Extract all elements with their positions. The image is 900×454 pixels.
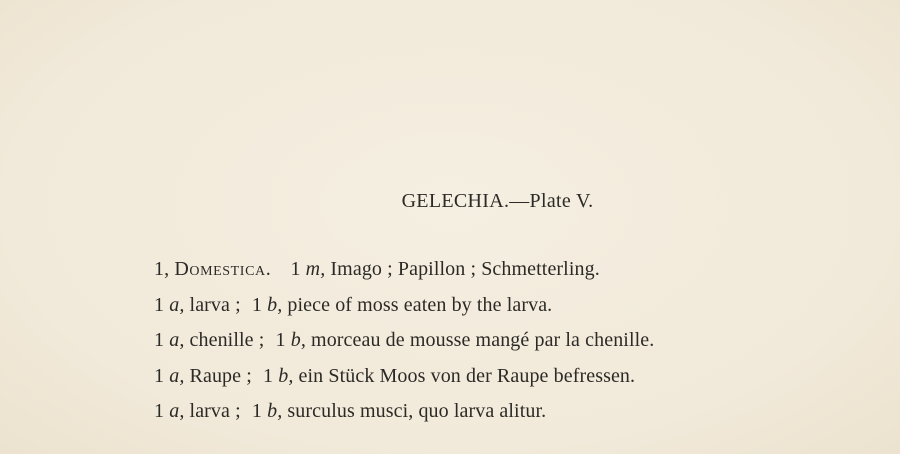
figure-caption: larva ; (189, 293, 241, 316)
figure-letter: a, (169, 329, 185, 351)
figure-caption: morceau de mousse mangé par la chenille. (311, 329, 655, 351)
figure-letter: a, (169, 293, 185, 316)
legend-line-english (154, 288, 874, 324)
figure-letter: a, (169, 400, 185, 422)
figure-number: 1 (154, 293, 165, 316)
figure-number: 1 (251, 400, 262, 422)
figure-caption: chenille ; (189, 329, 265, 351)
figure-letter: m, (305, 258, 326, 280)
figure-caption: Imago ; Papillon ; Schmetterling. (330, 258, 600, 280)
figure-number: 1 (251, 293, 262, 316)
plate-legend (154, 252, 874, 430)
legend-line-latin (154, 394, 874, 430)
figure-number: 1, (154, 258, 170, 280)
legend-line-german (154, 359, 874, 395)
legend-line-french (154, 323, 874, 359)
plate-title: GELECHIA.—Plate V. (401, 190, 594, 212)
figure-caption: larva ; (189, 400, 241, 422)
species-name: Domestica. (174, 258, 272, 280)
figure-caption: ein Stück Moos von der Raupe befressen. (298, 364, 636, 387)
legend-line-imago (154, 252, 874, 288)
figure-caption: piece of moss eaten by the larva. (287, 293, 553, 316)
figure-letter: b, (267, 400, 283, 422)
figure-number: 1 (154, 400, 165, 422)
figure-letter: a, (169, 364, 185, 387)
figure-caption: surculus musci, quo larva alitur. (287, 400, 547, 422)
figure-number: 1 (154, 364, 165, 387)
figure-letter: b, (290, 329, 306, 351)
figure-number: 1 (263, 364, 274, 387)
figure-number: 1 (154, 329, 165, 351)
figure-number: 1 (290, 258, 301, 280)
figure-letter: b, (267, 293, 283, 316)
figure-caption: Raupe ; (189, 364, 252, 387)
figure-letter: b, (278, 364, 294, 387)
figure-number: 1 (275, 329, 286, 351)
